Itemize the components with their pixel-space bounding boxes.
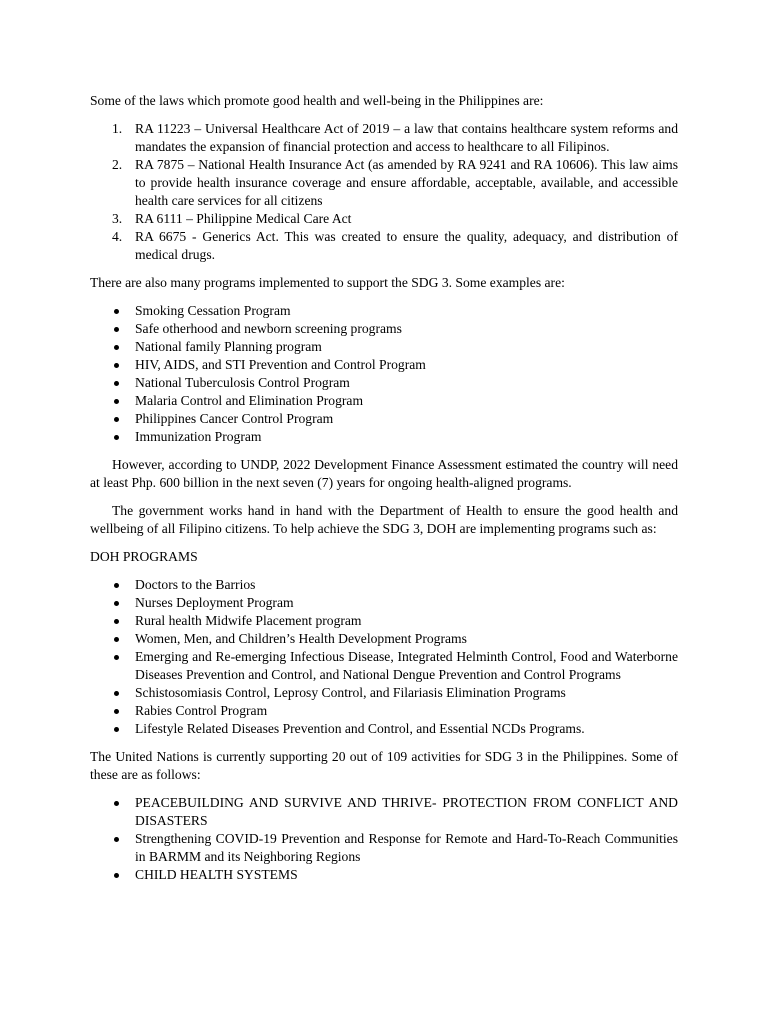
undp-paragraph: However, according to UNDP, 2022 Development Finance Assessment estimated the country will need at least Php. 600 billion in the next seven (7) years for ongoing health-aligned programs. <box>90 457 678 490</box>
doh-paragraph: The government works hand in hand with the Department of Health to ensure the good health and wellbeing of all Filipino citizens. To help achieve the SDG 3, DOH are implementing programs such as: <box>90 503 678 536</box>
list-item-text: Schistosomiasis Control, Leprosy Control, and Filariasis Elimination Programs <box>135 685 566 700</box>
bullet-icon <box>114 873 119 878</box>
list-item <box>90 794 678 830</box>
list-item-text: RA 6675 - Generics Act. This was created to ensure the quality, adequacy, and distribution of medical drugs. <box>135 229 678 262</box>
programs-intro-paragraph: There are also many programs implemented to support the SDG 3. Some examples are: <box>90 275 565 290</box>
list-item-text: RA 7875 – National Health Insurance Act (as amended by RA 9241 and RA 10606). This law aims to provide health insurance coverage and ensure affordable, acceptable, available, and accessible health care services for all citizens <box>135 157 678 208</box>
list-item <box>90 392 678 410</box>
list-item <box>90 428 678 446</box>
list-item <box>90 302 678 320</box>
bullet-icon <box>114 637 119 642</box>
doh-programs-heading: DOH PROGRAMS <box>90 549 198 564</box>
list-item <box>90 866 678 884</box>
list-item <box>90 338 678 356</box>
list-item-text: National family Planning program <box>135 339 322 354</box>
bullet-icon <box>114 327 119 332</box>
bullet-icon <box>114 619 119 624</box>
list-number: 4. <box>112 229 123 244</box>
bullet-icon <box>114 801 119 806</box>
bullet-icon <box>114 363 119 368</box>
list-item <box>90 684 678 702</box>
bullet-icon <box>114 601 119 606</box>
list-item <box>90 410 678 428</box>
list-item-text: Immunization Program <box>135 429 262 444</box>
list-item-text: Women, Men, and Children’s Health Development Programs <box>135 631 467 646</box>
un-paragraph: The United Nations is currently supporting 20 out of 109 activities for SDG 3 in the Philippines. Some of these are as follows: <box>90 749 678 782</box>
list-item-text: Smoking Cessation Program <box>135 303 291 318</box>
bullet-icon <box>114 655 119 660</box>
bullet-icon <box>114 381 119 386</box>
list-item-text: PEACEBUILDING AND SURVIVE AND THRIVE- PROTECTION FROM CONFLICT AND DISASTERS <box>135 795 678 828</box>
bullet-icon <box>114 399 119 404</box>
list-item-text: Emerging and Re-emerging Infectious Disease, Integrated Helminth Control, Food and Waterborne Diseases Prevention and Control, and National Dengue Prevention and Control Programs <box>135 649 678 682</box>
list-item-text: RA 6111 – Philippine Medical Care Act <box>135 211 352 226</box>
list-item-text: HIV, AIDS, and STI Prevention and Control Program <box>135 357 426 372</box>
laws-intro-paragraph: Some of the laws which promote good health and well-being in the Philippines are: <box>90 93 544 108</box>
list-item <box>90 702 678 720</box>
programs-list <box>90 302 678 446</box>
bullet-icon <box>114 727 119 732</box>
bullet-icon <box>114 709 119 714</box>
list-item-text: National Tuberculosis Control Program <box>135 375 350 390</box>
list-item <box>90 612 678 630</box>
list-number: 1. <box>112 121 123 136</box>
list-item <box>90 120 678 156</box>
list-item <box>90 356 678 374</box>
document-page <box>90 92 678 894</box>
list-item <box>90 374 678 392</box>
list-item <box>90 830 678 866</box>
bullet-icon <box>114 583 119 588</box>
list-item <box>90 156 678 210</box>
bullet-icon <box>114 691 119 696</box>
list-item-text: Strengthening COVID-19 Prevention and Response for Remote and Hard-To-Reach Communities in BARMM and its Neighboring Regions <box>135 831 678 864</box>
list-item <box>90 210 678 228</box>
list-item <box>90 576 678 594</box>
bullet-icon <box>114 837 119 842</box>
list-item-text: CHILD HEALTH SYSTEMS <box>135 867 298 882</box>
bullet-icon <box>114 417 119 422</box>
list-number: 2. <box>112 157 123 172</box>
list-item <box>90 648 678 684</box>
list-item <box>90 320 678 338</box>
list-item <box>90 630 678 648</box>
list-item-text: RA 11223 – Universal Healthcare Act of 2019 – a law that contains healthcare system reforms and mandates the expansion of financial protection and access to healthcare to all Filipinos. <box>135 121 678 154</box>
list-item <box>90 594 678 612</box>
list-item <box>90 228 678 264</box>
list-item-text: Doctors to the Barrios <box>135 577 256 592</box>
list-item-text: Nurses Deployment Program <box>135 595 294 610</box>
list-item-text: Malaria Control and Elimination Program <box>135 393 364 408</box>
un-activities-list <box>90 794 678 884</box>
bullet-icon <box>114 435 119 440</box>
doh-programs-list <box>90 576 678 738</box>
list-item-text: Philippines Cancer Control Program <box>135 411 334 426</box>
list-item <box>90 720 678 738</box>
list-item-text: Rabies Control Program <box>135 703 268 718</box>
laws-list <box>90 120 678 264</box>
list-item-text: Rural health Midwife Placement program <box>135 613 362 628</box>
list-item-text: Lifestyle Related Diseases Prevention and Control, and Essential NCDs Programs. <box>135 721 585 736</box>
list-item-text: Safe otherhood and newborn screening programs <box>135 321 402 336</box>
list-number: 3. <box>112 211 123 226</box>
bullet-icon <box>114 345 119 350</box>
bullet-icon <box>114 309 119 314</box>
